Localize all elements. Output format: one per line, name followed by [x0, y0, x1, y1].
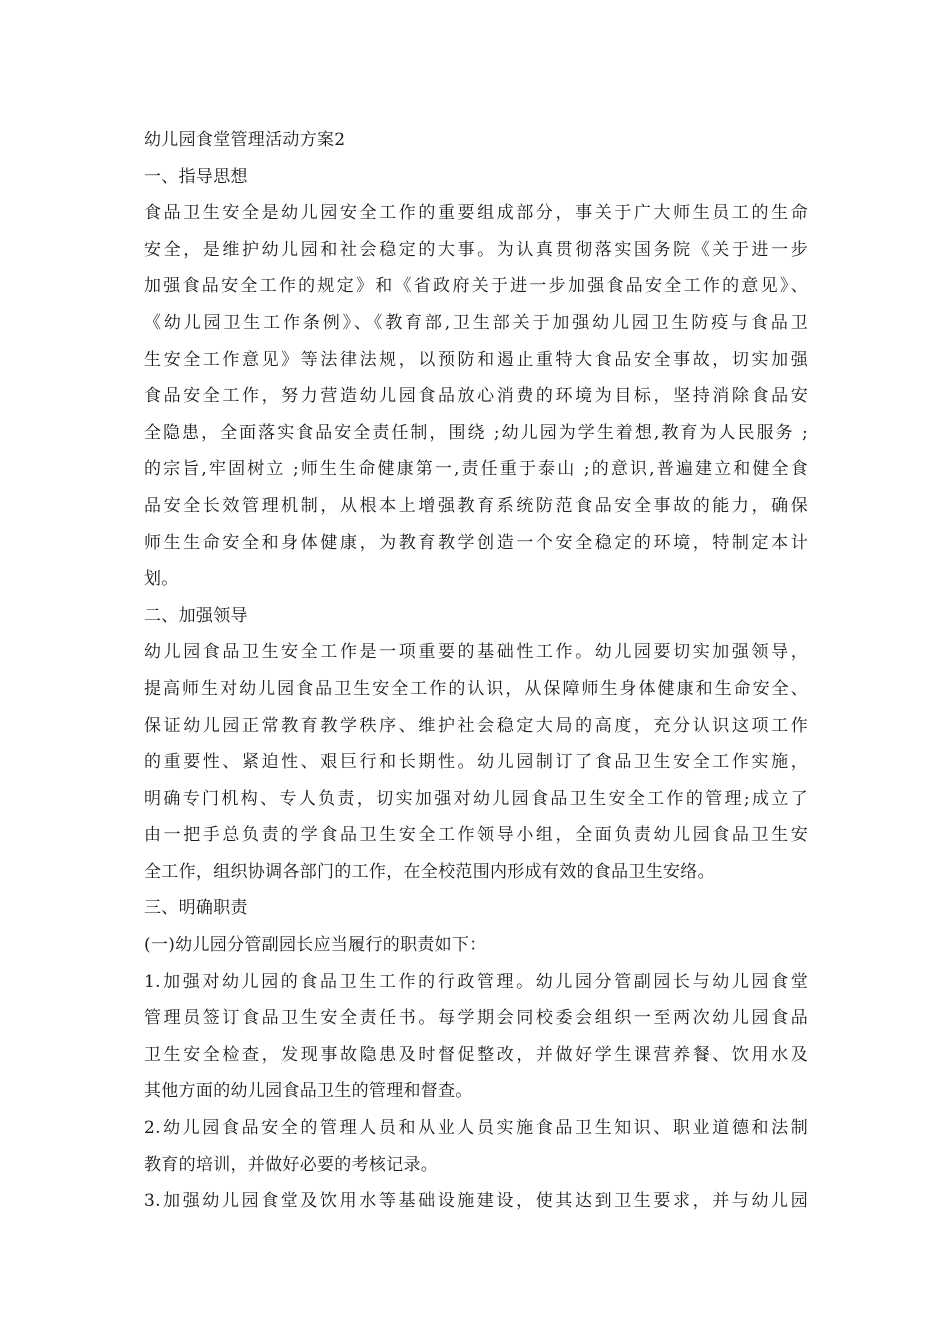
- document-body: [144, 122, 808, 1220]
- text-line: 加强食品安全工作的规定》和《省政府关于进一步加强食品安全工作的意见》、: [144, 276, 808, 297]
- text-line: 其他方面的幼儿园食品卫生的管理和督查。: [144, 1081, 473, 1102]
- text-line: 的宗旨,牢固树立 ;师生生命健康第一,责任重于泰山 ;的意识,普遍建立和健全食: [144, 459, 808, 480]
- text-line: 食品卫生安全是幼儿园安全工作的重要组成部分，事关于广大师生员工的生命: [144, 203, 808, 224]
- text-line: 的重要性、紧迫性、艰巨行和长期性。幼儿园制订了食品卫生安全工作实施，: [144, 752, 808, 773]
- text-line: 管理员签订食品卫生安全责任书。每学期会同校委会组织一至两次幼儿园食品: [144, 1008, 808, 1029]
- subsection-heading: (一)幼儿园分管副园长应当履行的职责如下：: [144, 935, 487, 956]
- text-line: 幼儿园食品卫生安全工作是一项重要的基础性工作。幼儿园要切实加强领导，: [144, 642, 808, 663]
- text-line: 由一把手总负责的学食品卫生安全工作领导小组，全面负责幼儿园食品卫生安: [144, 825, 808, 846]
- text-line: 安全，是维护幼儿园和社会稳定的大事。为认真贯彻落实国务院《关于进一步: [144, 239, 808, 260]
- text-line: 3.加强幼儿园食堂及饮用水等基础设施建设，使其达到卫生要求，并与幼儿园: [144, 1191, 808, 1212]
- text-line: 提高师生对幼儿园食品卫生安全工作的认识，从保障师生身体健康和生命安全、: [144, 678, 808, 699]
- text-line: 品安全长效管理机制，从根本上增强教育系统防范食品安全事故的能力，确保: [144, 495, 808, 516]
- section-heading: 三、明确职责: [144, 898, 248, 919]
- text-line: 全工作，组织协调各部门的工作，在全校范围内形成有效的食品卫生安络。: [144, 861, 715, 882]
- text-line: 全隐患，全面落实食品安全责任制，围绕 ;幼儿园为学生着想,教育为人民服务 ;: [144, 422, 808, 443]
- text-line: 明确专门机构、专人负责，切实加强对幼儿园食品卫生安全工作的管理;成立了: [144, 788, 808, 809]
- section-heading: 二、加强领导: [144, 605, 248, 626]
- text-line: 划。: [144, 569, 179, 590]
- text-line: 教育的培训，并做好必要的考核记录。: [144, 1154, 439, 1175]
- text-line: 生安全工作意见》等法律法规，以预防和遏止重特大食品安全事故，切实加强: [144, 349, 808, 370]
- text-line: 2.幼儿园食品安全的管理人员和从业人员实施食品卫生知识、职业道德和法制: [144, 1118, 808, 1139]
- section-heading: 一、指导思想: [144, 166, 248, 187]
- text-line: 师生生命安全和身体健康，为教育教学创造一个安全稳定的环境，特制定本计: [144, 532, 808, 553]
- text-line: 《幼儿园卫生工作条例》、《教育部,卫生部关于加强幼儿园卫生防疫与食品卫: [144, 312, 808, 333]
- text-line: 卫生安全检查，发现事故隐患及时督促整改，并做好学生课营养餐、饮用水及: [144, 1044, 808, 1065]
- text-line: 保证幼儿园正常教育教学秩序、维护社会稳定大局的高度，充分认识这项工作: [144, 715, 808, 736]
- text-line: 食品安全工作，努力营造幼儿园食品放心消费的环境为目标，坚持消除食品安: [144, 386, 808, 407]
- text-line: 1.加强对幼儿园的食品卫生工作的行政管理。幼儿园分管副园长与幼儿园食堂: [144, 971, 808, 992]
- doc-title: 幼儿园食堂管理活动方案2: [144, 130, 346, 150]
